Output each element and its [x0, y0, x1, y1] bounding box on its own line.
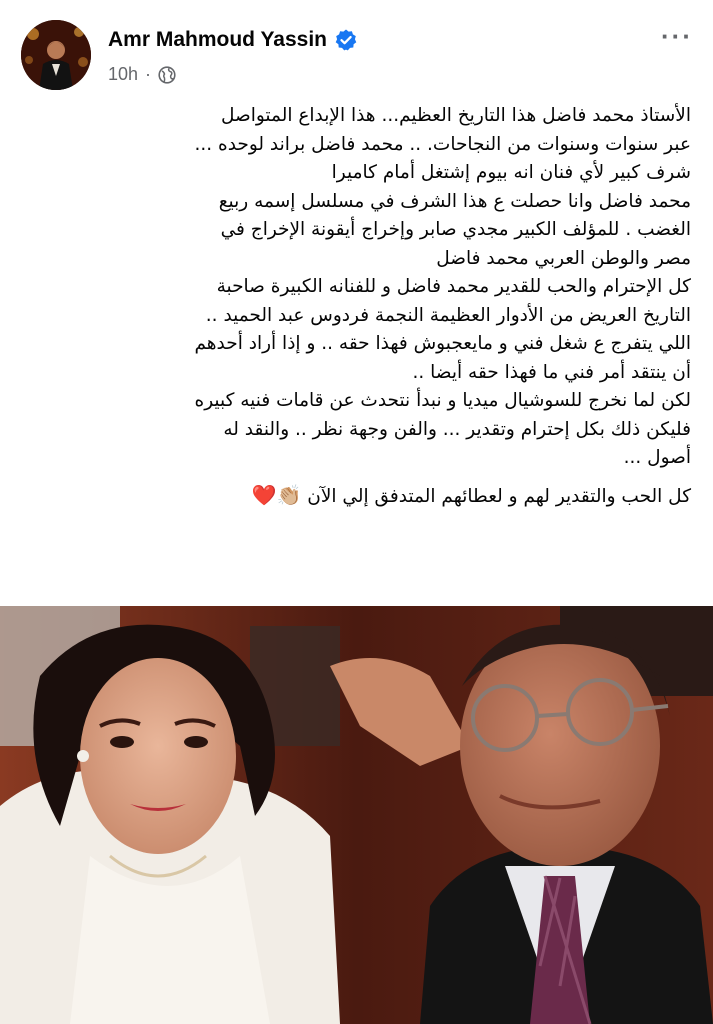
- post-text: [16, 102, 691, 511]
- post-meta: [108, 64, 176, 85]
- meta-separator: ·: [145, 64, 152, 84]
- globe-icon[interactable]: [158, 66, 176, 84]
- closing-line: [16, 481, 691, 512]
- text-line: لكن لما نخرج للسوشيال ميديا و نبدأ نتحدث عن قامات فنيه كبيره: [194, 390, 691, 411]
- heart-emoji-icon: ❤️: [251, 482, 277, 507]
- photo-image: [0, 606, 713, 1024]
- clap-emoji-icon: 👏🏼: [276, 482, 302, 507]
- text-line: الأستاذ محمد فاضل هذا التاريخ العظيم... هذا الإبداع المتواصل: [221, 105, 691, 126]
- text-line: مصر والوطن العربي محمد فاضل: [436, 247, 691, 269]
- text-line: كل الإحترام والحب للقدير محمد فاضل و للفنانه الكبيرة صاحبة: [216, 276, 691, 297]
- author-name[interactable]: Amr Mahmoud Yassin: [108, 28, 328, 51]
- text-line: شرف كبير لأي فنان انه بيوم إشتغل أمام كاميرا: [331, 162, 691, 183]
- more-options-icon[interactable]: ···: [661, 21, 693, 51]
- post-photo[interactable]: [0, 606, 713, 1024]
- text-line: فليكن ذلك بكل إحترام وتقدير ... والفن وجهة نظر .. والنقد له: [223, 418, 691, 440]
- text-line: التاريخ العريض من الأدوار العظيمة النجمة فردوس عبد الحميد ..: [205, 304, 691, 326]
- text-line: محمد فاضل وانا حصلت ع هذا الشرف في مسلسل إسمه ربيع: [218, 190, 691, 212]
- post-header: [0, 0, 713, 100]
- avatar-image: [21, 20, 91, 90]
- text-line: أصول ...: [623, 447, 691, 468]
- text-line: الغضب . للمؤلف الكبير مجدي صابر وإخراج أيقونة الإخراج في: [220, 219, 691, 240]
- post-time[interactable]: 10h: [108, 64, 139, 84]
- avatar[interactable]: [21, 20, 91, 90]
- text-line: عبر سنوات وسنوات من النجاحات. .. محمد فاضل براند لوحده ...: [194, 133, 691, 155]
- verified-badge-icon: [334, 28, 358, 52]
- author-row: [108, 28, 358, 52]
- text-line: اللي يتفرج ع شغل فني و مايعجبوش فهذا حقه .. و إذا أراد أحدهم: [194, 333, 691, 354]
- text-line: أن ينتقد أمر فني ما فهذا حقه أيضا ..: [412, 361, 691, 383]
- closing-text: كل الحب والتقدير لهم و لعطائهم المتدفق إلي الآن: [307, 485, 691, 507]
